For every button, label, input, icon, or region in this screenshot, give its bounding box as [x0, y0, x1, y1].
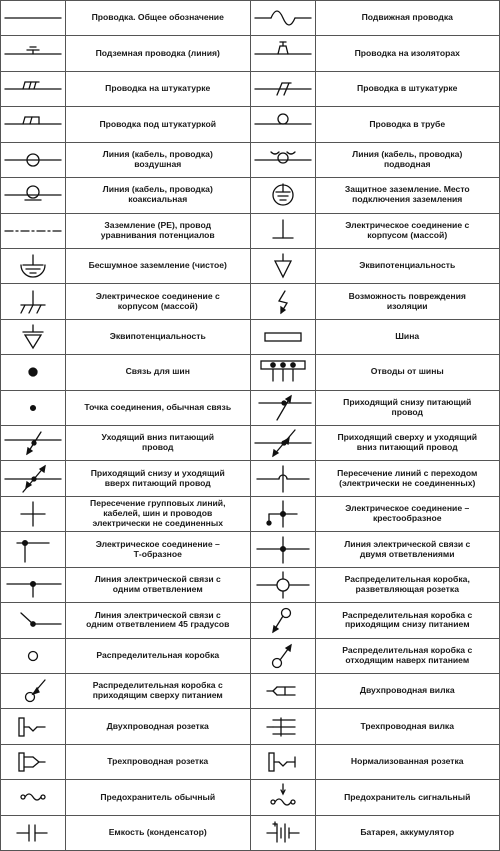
symbol-label: Двухпроводная розетка: [106, 720, 209, 731]
table-row: [1, 745, 250, 780]
table-row: [1, 107, 250, 142]
table-row: [251, 816, 500, 850]
symbol-label: Распределительная коробка: [96, 649, 220, 660]
dot-small-icon: [1, 391, 66, 425]
symbol-label: Предохранитель обычный: [100, 791, 216, 802]
table-row: [1, 249, 250, 284]
feed-top-down-through-icon: [251, 426, 316, 460]
table-row: [251, 72, 500, 107]
symbol-label: Проводка на штукатурке: [105, 83, 211, 94]
symbol-label: Двухпроводная вилка: [359, 685, 455, 696]
table-row: [251, 603, 500, 638]
table-row: [1, 1, 250, 36]
symbol-label: Распределительная коробка с приходящим снизу питанием: [342, 609, 473, 630]
branching-box-icon: [251, 568, 316, 602]
table-row: [1, 214, 250, 249]
symbol-label: Защитное заземление. Место подключения заземления: [344, 184, 470, 205]
table-row: [251, 355, 500, 390]
table-row: [1, 709, 250, 744]
bus-bar-icon: [251, 320, 316, 354]
table-row: [251, 639, 500, 674]
box-feed-from-below-icon: [251, 603, 316, 637]
equipotential-icon: [1, 320, 66, 354]
dot-large-icon: [1, 355, 66, 389]
feed-from-below-icon: [251, 391, 316, 425]
left-column: [1, 1, 250, 850]
table-row: [1, 178, 250, 213]
signal-fuse-icon: [251, 780, 316, 814]
symbol-label: Батарея, аккумулятор: [360, 826, 455, 837]
wiring-on-plaster-icon: [1, 72, 66, 106]
symbol-label: Электрическое соединение – крестообразное: [345, 503, 470, 524]
symbol-label: Трехпроводная розетка: [107, 756, 209, 767]
table-row: [251, 461, 500, 496]
normalized-socket-icon: [251, 745, 316, 779]
symbol-label: Линия (кабель, проводка) воздушная: [102, 149, 213, 169]
table-row: [1, 532, 250, 567]
underwater-cable-icon: [251, 143, 316, 177]
double-branch-icon: [251, 532, 316, 566]
coaxial-cable-icon: [1, 178, 66, 212]
symbol-label: Приходящий снизу и уходящий вверх питающий провод: [90, 467, 225, 488]
box-feed-up-icon: [251, 639, 316, 673]
two-wire-socket-icon: [1, 709, 66, 743]
table-row: [1, 143, 250, 178]
symbol-label: Шина: [395, 331, 420, 342]
symbol-label: Нормализованная розетка: [350, 756, 464, 767]
chassis-ground-icon: [1, 284, 66, 318]
symbol-label: Проводка в трубе: [369, 118, 446, 129]
symbol-label: Точка соединения, обычная связь: [84, 401, 232, 412]
line-general-icon: [1, 1, 66, 35]
three-wire-socket-icon: [1, 745, 66, 779]
table-row: [251, 568, 500, 603]
symbol-label: Эквипотенциальность: [109, 331, 206, 342]
flexible-wiring-icon: [251, 1, 316, 35]
table-row: [251, 1, 500, 36]
feed-down-icon: [1, 426, 66, 460]
equipotential-triangle-icon: [251, 249, 316, 283]
symbol-label: Распределительная коробка с приходящим сверху питанием: [92, 680, 223, 701]
table-row: [251, 178, 500, 213]
symbol-label: Предохранитель сигнальный: [344, 791, 471, 802]
table-row: [251, 497, 500, 532]
table-row: [1, 391, 250, 426]
table-row: [251, 284, 500, 319]
symbol-label: Распределительная коробка с отходящим наверх питанием: [342, 644, 473, 665]
right-column: [250, 1, 500, 850]
three-wire-plug-icon: [251, 709, 316, 743]
conduit-wiring-icon: [251, 107, 316, 141]
insulator-wiring-icon: [251, 36, 316, 70]
two-wire-plug-icon: [251, 674, 316, 708]
symbol-label: Электрическое соединение с корпусом (массой): [95, 290, 220, 311]
symbol-label: Емкость (конденсатор): [108, 826, 207, 837]
crossing-icon: [1, 497, 66, 531]
table-row: [1, 36, 250, 71]
table-row: [1, 603, 250, 638]
junction-box-icon: [1, 639, 66, 673]
insulation-damage-icon: [251, 284, 316, 318]
symbol-label: Приходящий снизу питающий провод: [343, 396, 472, 417]
table-row: [1, 674, 250, 709]
clean-ground-icon: [1, 249, 66, 283]
pe-line-icon: [1, 214, 66, 248]
wiring-under-plaster-icon: [1, 107, 66, 141]
symbol-label: Линия (кабель, проводка) подводная: [352, 149, 463, 169]
symbol-label: Возможность повреждения изоляции: [348, 290, 466, 311]
table-row: [1, 816, 250, 850]
feed-up-through-icon: [1, 461, 66, 495]
table-row: [1, 780, 250, 815]
underground-wiring-icon: [1, 36, 66, 70]
table-row: [251, 214, 500, 249]
symbol-label: Линия электрической связи с одним ответвлением 45 градусов: [86, 609, 230, 630]
symbol-label: Трехпроводная вилка: [360, 720, 455, 731]
table-row: [251, 249, 500, 284]
cross-connection-icon: [251, 497, 316, 531]
table-row: [1, 284, 250, 319]
plaster-wiring-icon: [251, 72, 316, 106]
table-row: [251, 745, 500, 780]
capacitor-icon: [1, 816, 66, 850]
symbol-label: Пересечение линий с переходом (электрически не соединенных): [337, 467, 478, 488]
table-row: [1, 639, 250, 674]
frame-connection-icon: [251, 214, 316, 248]
overhead-cable-icon: [1, 143, 66, 177]
table-row: [251, 143, 500, 178]
symbol-label: Отводы от шины: [370, 366, 444, 377]
symbol-label: Проводка под штукатуркой: [99, 118, 217, 129]
table-row: [1, 497, 250, 532]
table-row: [1, 426, 250, 461]
bridge-crossing-icon: [251, 461, 316, 495]
table-row: [1, 72, 250, 107]
table-row: [251, 426, 500, 461]
symbol-label: Проводка на изоляторах: [354, 47, 460, 58]
symbol-label: Пересечение групповых линий, кабелей, шин и проводов электрически не соединенных: [90, 498, 226, 529]
table-row: [1, 461, 250, 496]
symbol-label: Электрическое соединение с корпусом (массой): [345, 219, 470, 240]
t-junction-icon: [1, 532, 66, 566]
table-row: [1, 320, 250, 355]
table-row: [251, 532, 500, 567]
table-row: [251, 674, 500, 709]
symbol-label: Эквипотенциальность: [359, 260, 456, 271]
protective-earth-icon: [251, 178, 316, 212]
battery-icon: [251, 816, 316, 850]
symbol-label: Связь для шин: [125, 366, 190, 377]
table-row: [251, 36, 500, 71]
symbol-label: Распределительная коробка, разветвляющая розетка: [344, 574, 470, 594]
table-row: [251, 391, 500, 426]
symbol-label: Уходящий вниз питающий провод: [101, 432, 215, 453]
table-row: [251, 320, 500, 355]
table-row: [251, 709, 500, 744]
symbol-label: Подвижная проводка: [361, 12, 453, 23]
table-row: [251, 107, 500, 142]
symbol-label: Приходящий сверху и уходящий вниз питающий провод: [337, 432, 478, 453]
symbol-label: Подземная проводка (линия): [95, 47, 220, 58]
symbol-label: Заземление (PE), провод уравнивания потенциалов: [100, 219, 215, 240]
branch-45-icon: [1, 603, 66, 637]
bus-taps-icon: [251, 355, 316, 389]
symbol-label: Электрическое соединение – Т-образное: [95, 538, 220, 559]
table-row: [251, 780, 500, 815]
symbol-label: Проводка в штукатурке: [357, 83, 458, 94]
fuse-icon: [1, 780, 66, 814]
symbol-label: Линия электрической связи с двумя ответвлениями: [344, 538, 471, 559]
table-row: [1, 355, 250, 390]
symbol-label: Бесшумное заземление (чистое): [88, 260, 227, 271]
symbol-label: Проводка. Общее обозначение: [91, 12, 224, 23]
symbol-label: Линия (кабель, проводка) коаксиальная: [102, 184, 213, 205]
table-row: [1, 568, 250, 603]
symbol-label: Линия электрической связи с одним ответвлением: [94, 574, 221, 594]
junction-box-feed-top-icon: [1, 674, 66, 708]
single-branch-icon: [1, 568, 66, 602]
